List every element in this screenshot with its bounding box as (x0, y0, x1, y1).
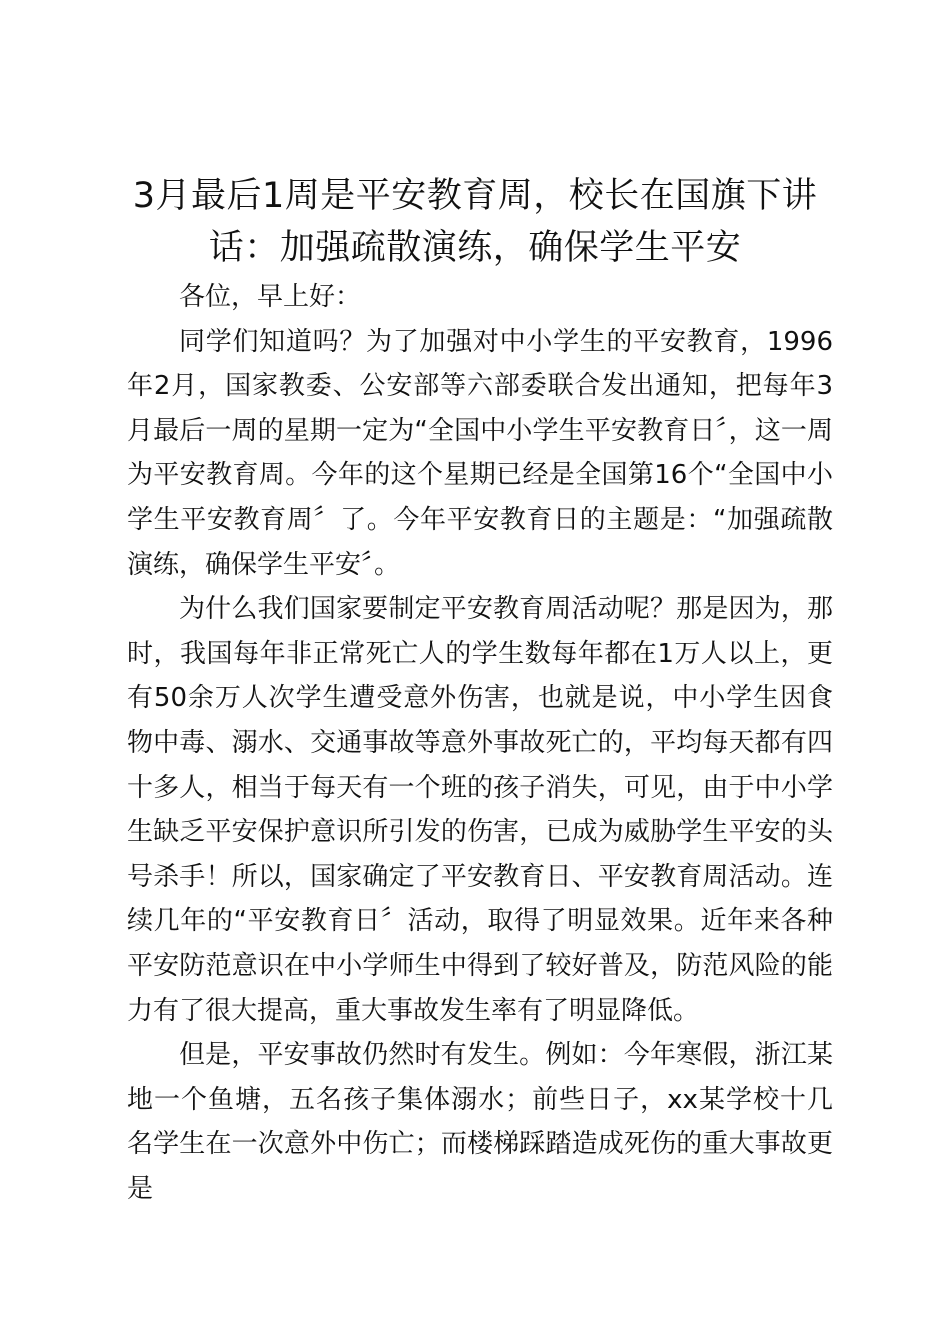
document-title: 3月最后1周是平安教育周，校长在国旗下讲话：加强疏散演练，确保学生平安 (132, 176, 818, 268)
document-body (127, 275, 833, 1211)
body-paragraph: 为什么我们国家要制定平安教育周活动呢？那是因为，那时，我国每年非正常死亡人的学生数每年都在1万人以上，更有50余万人次学生遭受意外伤害，也就是说，中小学生因食物中毒、溺水、交通事故等意外事故死亡的，平均每天都有四十多人，相当于每天有一个班的孩子消失，可见，由于中小学生缺乏平安保护意识所引发的伤害，已成为威胁学生平安的头号杀手！所以，国家确定了平安教育日、平安教育周活动。连续几年的“平安教育日〞活动，取得了明显效果。近年来各种平安防范意识在中小学师生中得到了较好普及，防范风险的能力有了很大提高，重大事故发生率有了明显降低。 (127, 594, 833, 1026)
greeting-paragraph: 各位，早上好： (179, 282, 362, 312)
body-paragraph: 但是，平安事故仍然时有发生。例如：今年寒假，浙江某地一个鱼塘，五名孩子集体溺水；前些日子，xx某学校十几名学生在一次意外中伤亡；而楼梯踩踏造成死伤的重大事故更是 (127, 1040, 833, 1204)
body-paragraph: 同学们知道吗？为了加强对中小学生的平安教育，1996年2月，国家教委、公安部等六部委联合发出通知，把每年3月最后一周的星期一定为“全国中小学生平安教育日〞，这一周为平安教育周。今年的这个星期已经是全国第16个“全国中小学生平安教育周〞了。今年平安教育日的主题是：“加强疏散演练，确保学生平安〞。 (127, 326, 833, 580)
